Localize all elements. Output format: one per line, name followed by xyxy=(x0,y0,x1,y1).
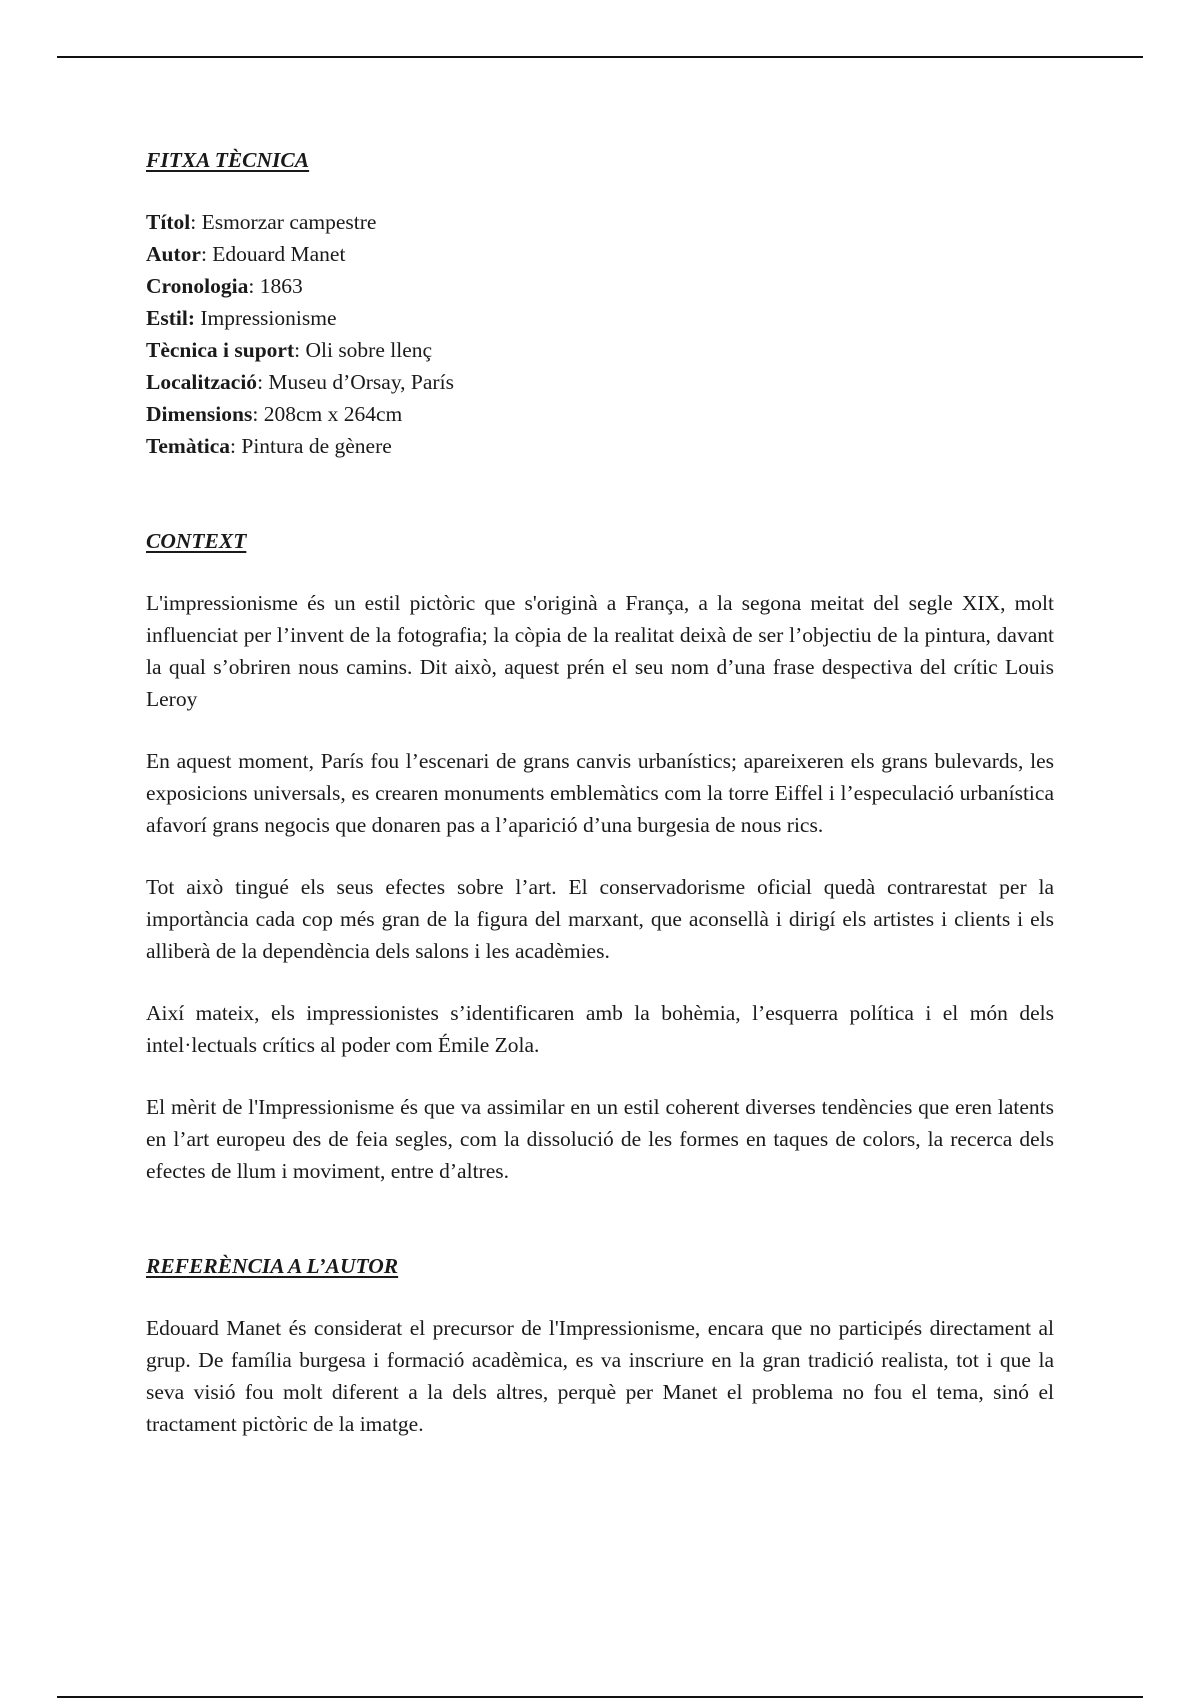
field-label: Dimensions xyxy=(146,402,253,426)
field-separator: : xyxy=(252,402,264,426)
context-paragraph: Tot això tingué els seus efectes sobre l’art. El conservadorisme oficial quedà contrarestat per la importància cada cop més gran de la figura del marxant, que aconsellà i dirigí els artistes i clients i els alliberà de la dependència dels salons i les acadèmies. xyxy=(146,875,1054,963)
field-autor xyxy=(146,238,1054,270)
field-value: 1863 xyxy=(259,274,303,298)
autor-paragraph: Edouard Manet és considerat el precursor de l'Impressionisme, encara que no participés directament al grup. De família burgesa i formació acadèmica, es va inscriure en la gran tradició realista, tot i que la seva visió fou molt diferent a la dels altres, perquè per Manet el problema no fou el tema, sinó el tractament pictòric de la imatge. xyxy=(146,1316,1054,1436)
field-estil xyxy=(146,302,1054,334)
field-separator: : xyxy=(200,242,213,266)
field-separator: : xyxy=(248,274,260,298)
field-label: Localització xyxy=(146,370,258,394)
field-value: Oli sobre llenç xyxy=(305,338,433,362)
context-paragraph: L'impressionisme és un estil pictòric que s'originà a França, a la segona meitat del segle XIX, molt influenciat per l’invent de la fotografia; la còpia de la realitat deixà de ser l’objectiu de la pintura, davant la qual s’obriren nous camins. Dit això, aquest prén el seu nom d’una frase despectiva del crític Louis Leroy xyxy=(146,591,1054,711)
field-label: Cronologia xyxy=(146,274,249,298)
referencia-autor-heading: REFERÈNCIA A L’AUTOR xyxy=(146,1254,399,1278)
field-separator: : xyxy=(230,434,242,458)
fitxa-tecnica-heading: FITXA TÈCNICA xyxy=(146,148,310,172)
field-separator: : xyxy=(190,210,202,234)
field-label: Autor xyxy=(146,242,201,266)
field-dimensions xyxy=(146,398,1054,430)
field-localitzacio xyxy=(146,366,1054,398)
field-value: Esmorzar campestre xyxy=(201,210,377,234)
referencia-autor-section xyxy=(146,1250,1054,1440)
fitxa-field-list xyxy=(146,206,1054,462)
field-separator: : xyxy=(294,338,306,362)
field-label: Tècnica i suport xyxy=(146,338,295,362)
field-separator: : xyxy=(257,370,269,394)
fitxa-tecnica-section xyxy=(146,144,1054,462)
field-value: Museu d’Orsay, París xyxy=(268,370,454,394)
field-cronologia xyxy=(146,270,1054,302)
context-paragraph: Així mateix, els impressionistes s’identificaren amb la bohèmia, l’esquerra política i el món dels intel·lectuals crítics al poder com Émile Zola. xyxy=(146,1001,1054,1057)
field-titol xyxy=(146,206,1054,238)
field-value: Pintura de gènere xyxy=(241,434,392,458)
field-label: Temàtica xyxy=(146,434,230,458)
field-tecnica-suport xyxy=(146,334,1054,366)
context-heading: CONTEXT xyxy=(146,529,247,553)
context-paragraph: El mèrit de l'Impressionisme és que va assimilar en un estil coherent diverses tendències que eren latents en l’art europeu des de feia segles, com la dissolució de les formes en taques de colors, la recerca dels efectes de llum i moviment, entre d’altres. xyxy=(146,1095,1054,1183)
context-section xyxy=(146,525,1054,1187)
top-rule xyxy=(57,56,1143,58)
field-value: Edouard Manet xyxy=(212,242,346,266)
field-label: Títol xyxy=(146,210,191,234)
field-label: Estil: xyxy=(146,306,195,330)
document-body xyxy=(146,144,1054,1440)
field-tematica xyxy=(146,430,1054,462)
bottom-rule xyxy=(57,1696,1143,1698)
context-paragraph: En aquest moment, París fou l’escenari de grans canvis urbanístics; apareixeren els grans bulevards, les exposicions universals, es crearen monuments emblemàtics com la torre Eiffel i l’especulació urbanística afavorí grans negocis que donaren pas a l’aparició d’una burgesia de nous rics. xyxy=(146,749,1054,837)
field-value: Impressionisme xyxy=(200,306,337,330)
field-value: 208cm x 264cm xyxy=(263,402,403,426)
